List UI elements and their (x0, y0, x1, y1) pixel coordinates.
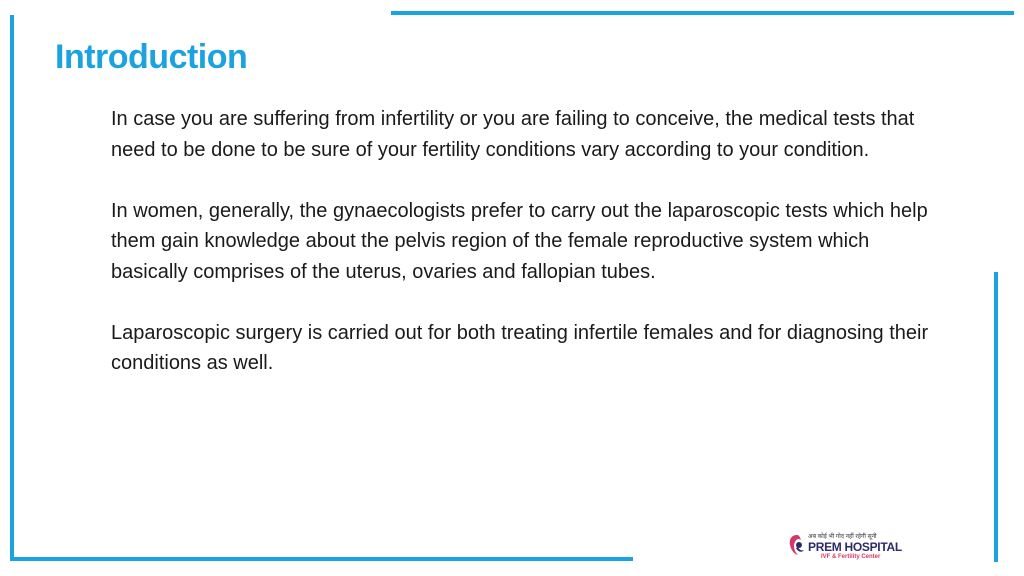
hospital-logo (788, 532, 902, 562)
top-accent-bar (391, 11, 1014, 15)
left-accent-bar (10, 15, 14, 560)
slide-body (111, 104, 931, 409)
logo-name: PREM HOSPITAL (808, 540, 902, 554)
paragraph-1: In case you are suffering from infertility or you are failing to conceive, the medical tests that need to be done to be sure of your fertility conditions vary according to your condition. (111, 108, 915, 161)
paragraph-2: In women, generally, the gynaecologists prefer to carry out the laparoscopic tests which help them gain knowledge about the pelvis region of the female reproductive system which basically comprises of the uterus, ovaries and fallopian tubes. (111, 199, 928, 283)
slide-title: Introduction (55, 38, 248, 76)
paragraph-3: Laparoscopic surgery is carried out for both treating infertile females and for diagnosing their conditions as well. (111, 321, 929, 374)
mother-child-logo-icon (788, 534, 806, 556)
bottom-accent-bar (10, 557, 633, 561)
logo-tagline: अब कोई भी गोद नहीं रहेगी सूनी (808, 534, 877, 540)
right-accent-bar (994, 272, 998, 562)
logo-subtitle: IVF & Fertility Center (821, 554, 881, 560)
